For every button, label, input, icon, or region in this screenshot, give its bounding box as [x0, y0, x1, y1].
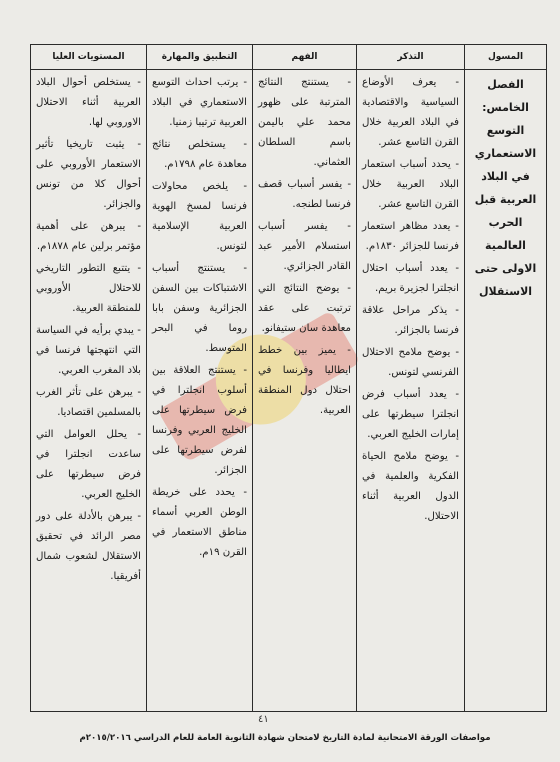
higher-objective: - يبرهن على أهمية مؤتمر برلين عام ١٨٧٨م. [36, 221, 141, 252]
apply-objective: - يلخص محاولات فرنسا لمسخ الهوية العربية الإسلامية لتونس. [152, 181, 247, 252]
header-understand: الفهم [253, 45, 357, 70]
higher-cell [31, 70, 147, 712]
understand-objective: - يفسر أسباب استسلام الأمير عبد القادر الجزائري. [258, 221, 351, 272]
understand-objective: - يميز بين خطط ايطاليا وفرنسا في احتلال دول المنطقة العربية. [258, 345, 351, 416]
page-number: ٤١ [258, 714, 269, 725]
apply-objective: - يحدد على خريطة الوطن العربي أسماء مناطق الاستعمار في القرن ١٩م. [152, 487, 247, 558]
recall-objective: - يعدد مظاهر استعمار فرنسا للجزائر ١٨٣٠م. [362, 221, 459, 252]
higher-objective: - يتتبع التطور التاريخي للاحتلال الأوروبي للمنطقة العربية. [36, 263, 141, 314]
specifications-table [30, 44, 547, 712]
recall-objective: - يحدد أسباب استعمار البلاد العربية خلال القرن التاسع عشر. [362, 159, 459, 210]
higher-objective: - يحلل العوامل التي ساعدت انجلترا في فرض سيطرتها على الخليج العربي. [36, 429, 141, 500]
header-apply: التطبيق والمهارة [147, 45, 253, 70]
apply-objective: - يستخلص نتائج معاهدة عام ١٧٩٨م. [152, 139, 247, 170]
page-footer: مواصفات الورقة الامتحانية لمادة التاريخ لامتحان شهادة الثانوية العامة للعام الدراسي ٢٠١٥/٢٠١٦م [79, 733, 491, 743]
recall-objective: - يذكر مراحل علاقة فرنسا بالجزائر. [362, 305, 459, 336]
apply-objective: - يرتب احداث التوسع الاستعماري في البلاد العربية ترتيبا زمنيا. [152, 77, 247, 128]
recall-objective: - يعدد أسباب فرض انجلترا سيطرتها على إمارات الخليج العربي. [362, 389, 459, 440]
header-unit: المسول [465, 45, 547, 70]
understand-objective: - يستنتج النتائج المترتبة على ظهور محمد علي باليمن باسم السلطان العثماني. [258, 77, 351, 168]
understand-objective: - يوضح النتائج التي ترتبت على عقد معاهدة سان ستيفانو. [258, 283, 351, 334]
understand-cell [253, 70, 357, 712]
header-row [31, 45, 547, 70]
recall-objective: - يوضح ملامح الحياة الفكرية والعلمية في الدول العربية أثناء الاحتلال. [362, 451, 459, 522]
higher-objective: - يبرهن بالأدلة على دور مصر الرائد في تحقيق الاستقلال لشعوب شمال أفريقيا. [36, 511, 141, 582]
recall-cell [357, 70, 465, 712]
recall-objective: - يعدد أسباب احتلال انجلترا لجزيرة بريم. [362, 263, 459, 294]
recall-objective: - يعرف الأوضاع السياسية والاقتصادية في البلاد العربية خلال القرن التاسع عشر. [362, 77, 459, 148]
apply-objective: - يستنتج العلاقة بين أسلوب انجلترا في فرض سيطرتها على الخليج العربي وفرنسا لفرض سيطرتها على الجزائر. [152, 365, 247, 476]
understand-objective: - يفسر أسباب قصف فرنسا لطنجه. [258, 179, 351, 210]
higher-objective: - يثبت تاريخيا تأثير الاستعمار الأوروبي على أحوال كلا من تونس والجزائر. [36, 139, 141, 210]
higher-objective: - يستخلص أحوال البلاد العربية أثناء الاحتلال الاوروبي لها. [36, 77, 141, 128]
content-row [31, 70, 547, 712]
apply-cell [147, 70, 253, 712]
higher-objective: - يبرهن على تأثر الغرب بالمسلمين اقتصاديا. [36, 387, 141, 418]
apply-objective: - يستنتج أسباب الاشتباكات بين السفن الجزائرية وسفن بابا روما في البحر المتوسط. [152, 263, 247, 354]
higher-objective: - يبدي برأيه في السياسة التي انتهجتها فرنسا في بلاد المغرب العربي. [36, 325, 141, 376]
unit-title-cell: الفصل الخامس: التوسع الاستعماري في البلاد العربية قبل الحرب العالمية الاولى حتى الاستقلال [465, 70, 547, 712]
header-higher: المستويات العليا [31, 45, 147, 70]
header-recall: التذكر [357, 45, 465, 70]
recall-objective: - يوضح ملامح الاحتلال الفرنسي لتونس. [362, 347, 459, 378]
